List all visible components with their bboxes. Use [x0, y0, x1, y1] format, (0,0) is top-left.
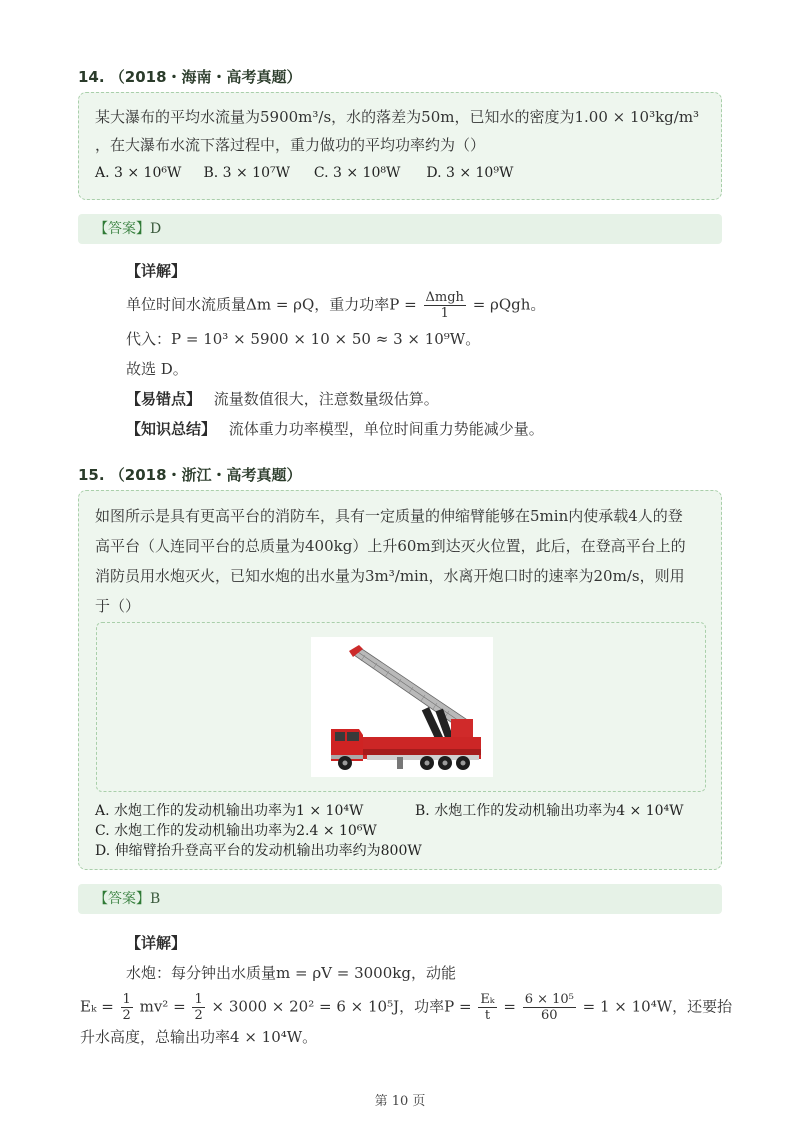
question-15-detail-line3: 升水高度，总输出功率4 × 10⁴W。: [80, 1028, 318, 1046]
detail-text: =: [503, 997, 516, 1016]
fraction-denominator: t: [484, 1008, 491, 1023]
option-d: D. 3 × 10⁹W: [426, 165, 514, 181]
option-a: A. 水炮工作的发动机输出功率为1 × 10⁴W: [95, 803, 364, 819]
detail-text: 单位时间水流质量Δm = ρQ，重力功率P =: [126, 295, 417, 314]
question-15-answer: [78, 884, 722, 914]
option-c: C. 3 × 10⁸W: [313, 165, 401, 181]
question-14-header: 14. （2018・海南・高考真题）: [78, 68, 302, 86]
truck-body-stripe: [363, 749, 481, 755]
option-c: C. 水炮工作的发动机输出功率为2.4 × 10⁶W: [95, 823, 377, 839]
question-15-detail-label: 【详解】: [126, 934, 187, 952]
stem-line: 消防员用水炮灭火，已知水炮的出水量为3m³/min，水离开炮口时的速率为20m/s，则用: [95, 567, 685, 585]
detail-text: = 1 × 10⁴W，还要抬: [582, 997, 733, 1016]
options-row: [95, 801, 715, 821]
fraction-denominator: 60: [541, 1008, 558, 1023]
page-number: 第 10 页: [374, 1094, 426, 1109]
fraction: [121, 992, 133, 1023]
option-d: D. 伸缩臂抬升登高平台的发动机输出功率约为800W: [95, 843, 422, 859]
fraction-denominator: 2: [122, 1008, 131, 1023]
summary-label: 【知识总结】: [126, 420, 217, 438]
fraction: [478, 992, 496, 1023]
question-14-options: [95, 165, 513, 181]
stem-line: 高平台（人连同平台的总质量为400kg）上升60m到达灭火位置，此后，在登高平台上的: [95, 537, 686, 555]
question-14-detail-line3: 故选 D。: [126, 360, 188, 378]
truck-cab: [331, 729, 363, 761]
question-15-detail-line1: 水炮：每分钟出水质量m = ρV = 3000kg，动能: [126, 964, 456, 982]
detail-text: mv² =: [139, 997, 186, 1016]
pitfall-text: 流量数值很大，注意数量级估算。: [213, 390, 439, 408]
fraction-numerator: Δmgh: [425, 290, 464, 305]
summary-text: 流体重力功率模型，单位时间重力势能减少量。: [228, 420, 544, 438]
question-14-answer: [78, 214, 722, 244]
detail-text: = ρQgh。: [472, 295, 546, 314]
fraction-numerator: Eₖ: [480, 992, 495, 1007]
question-14-summary: [126, 418, 544, 440]
fraction: [523, 992, 576, 1023]
fraction-denominator: 1: [440, 306, 449, 321]
fraction: [424, 290, 466, 321]
answer-value: B: [150, 891, 161, 907]
answer-label: 【答案】: [94, 221, 150, 237]
fraction: [192, 992, 204, 1023]
question-14-box: [78, 92, 722, 200]
question-15-options: [95, 801, 715, 861]
fraction-numerator: 6 × 10⁵: [524, 992, 574, 1007]
outrigger: [397, 757, 403, 769]
option-b: B. 3 × 10⁷W: [203, 165, 290, 181]
question-15-stem: [95, 501, 715, 621]
fire-truck-image: [311, 637, 493, 777]
detail-text: × 3000 × 20² = 6 × 10⁵J，功率P =: [211, 997, 472, 1016]
question-14-detail-line1: [126, 290, 545, 321]
answer-label: 【答案】: [94, 891, 150, 907]
question-14-detail-line2: 代入：P = 10³ × 5900 × 10 × 50 ≈ 3 × 10⁹W。: [126, 330, 481, 348]
fraction-denominator: 2: [194, 1008, 203, 1023]
question-15-header: 15. （2018・浙江・高考真题）: [78, 466, 302, 484]
figure-frame: [96, 622, 706, 792]
ladder-arm: [349, 645, 469, 729]
detail-text: Eₖ =: [80, 997, 114, 1016]
fraction-numerator: 1: [122, 992, 131, 1007]
option-a: A. 3 × 10⁶W: [95, 165, 182, 181]
question-14-detail-label: 【详解】: [126, 262, 187, 280]
fraction-numerator: 1: [194, 992, 203, 1007]
stem-line: 于（）: [95, 597, 141, 615]
stem-line: 如图所示是具有更高平台的消防车，具有一定质量的伸缩臂能够在5min内使承载4人的登: [95, 507, 683, 525]
question-15-detail-line2: [80, 992, 732, 1023]
fire-truck-illustration: [311, 637, 493, 777]
stem-line: 某大瀑布的平均水流量为5900m³/s，水的落差为50m，已知水的密度为1.00 × 10³kg/m³: [95, 108, 700, 126]
answer-value: D: [150, 221, 162, 237]
pitfall-label: 【易错点】: [126, 390, 202, 408]
stem-line: ，在大瀑布水流下落过程中，重力做功的平均功率约为（）: [95, 136, 486, 154]
question-14-stem: [95, 103, 715, 159]
question-14-pitfall: [126, 388, 439, 410]
option-b: B. 水炮工作的发动机输出功率为4 × 10⁴W: [415, 803, 684, 819]
